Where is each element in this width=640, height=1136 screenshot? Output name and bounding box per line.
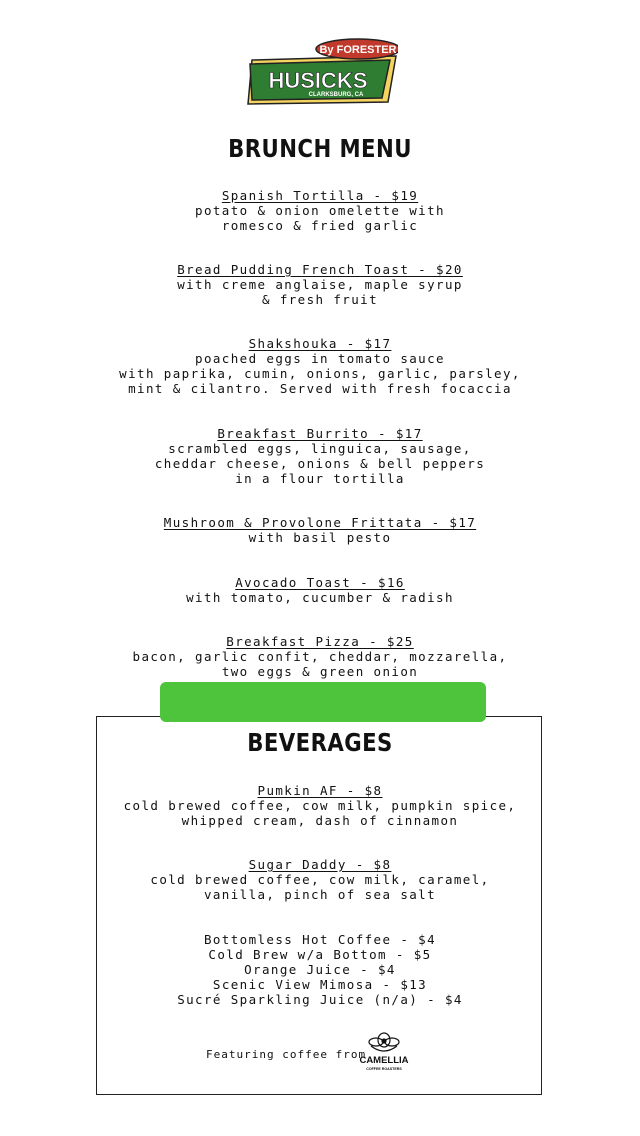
logo-location: CLARKSBURG, CA [308, 92, 364, 98]
beverage-item-title: Pumkin AF - $8 [257, 783, 383, 798]
logo-name: HUSICKS [268, 68, 368, 93]
camellia-logo [357, 1030, 411, 1072]
menu-item-desc: potato & onion omelette with [195, 203, 445, 218]
beverage-item-desc: cold brewed coffee, cow milk, caramel, [150, 872, 490, 887]
menu-item-desc: mint & cilantro. Served with fresh focaccia [128, 381, 512, 396]
beverage-item-desc: whipped cream, dash of cinnamon [181, 813, 459, 828]
menu-item-desc: & fresh fruit [261, 292, 379, 307]
menu-item-desc: with basil pesto [248, 530, 392, 545]
menu-item [0, 426, 640, 486]
list-item: Scenic View Mimosa - $13 [212, 977, 428, 992]
beverage-item [0, 857, 640, 902]
menu-item-desc: romesco & fried garlic [221, 218, 419, 233]
menu-item [0, 575, 640, 605]
camellia-flower-icon [369, 1033, 399, 1051]
logo-by-text: By FORESTER [319, 44, 397, 56]
menu-item-desc: with creme anglaise, maple syrup [177, 277, 463, 292]
beverage-item-title: Sugar Daddy - $8 [248, 857, 392, 872]
list-item: Cold Brew w/a Bottom - $5 [208, 947, 432, 962]
list-item: Sucré Sparkling Juice (n/a) - $4 [177, 992, 463, 1007]
beverage-item-desc: vanilla, pinch of sea salt [203, 887, 437, 902]
beverages-box [96, 716, 542, 1095]
menu-item-title: Bread Pudding French Toast - $20 [177, 262, 463, 277]
menu-item-desc: poached eggs in tomato sauce [195, 351, 445, 366]
husicks-logo [246, 38, 398, 108]
menu-item-desc: with paprika, cumin, onions, garlic, parsley, [119, 366, 521, 381]
menu-item-title: Shakshouka - $17 [248, 336, 392, 351]
menu-item-desc: with tomato, cucumber & radish [186, 590, 454, 605]
list-item: Orange Juice - $4 [244, 962, 396, 977]
menu-item-title: Breakfast Pizza - $25 [226, 634, 414, 649]
beverage-item-desc: cold brewed coffee, cow milk, pumpkin spice, [123, 798, 517, 813]
menu-item [0, 634, 640, 679]
camellia-sub: COFFEE ROASTERS [366, 1067, 402, 1071]
menu-item-title: Mushroom & Provolone Frittata - $17 [163, 515, 477, 530]
beverages-heading: BEVERAGES [247, 728, 393, 757]
menu-item [0, 188, 640, 233]
menu-item-desc: scrambled eggs, linguica, sausage, [168, 441, 472, 456]
camellia-name: CAMELLIA [359, 1055, 409, 1066]
menu-item-title: Spanish Tortilla - $19 [221, 188, 419, 203]
green-banner [160, 682, 486, 722]
simple-beverage-list [0, 932, 640, 1007]
menu-item-title: Avocado Toast - $16 [235, 575, 405, 590]
menu-item-desc: two eggs & green onion [221, 664, 419, 679]
featuring-text: Featuring coffee from [206, 1048, 367, 1061]
list-item: Bottomless Hot Coffee - $4 [203, 932, 437, 947]
menu-item-title: Breakfast Burrito - $17 [217, 426, 423, 441]
menu-item-desc: in a flour tortilla [235, 471, 405, 486]
menu-item [0, 515, 640, 545]
beverage-item [0, 783, 640, 828]
menu-item-desc: bacon, garlic confit, cheddar, mozzarella, [132, 649, 508, 664]
menu-item-desc: cheddar cheese, onions & bell peppers [154, 456, 486, 471]
brunch-menu-heading: BRUNCH MENU [228, 134, 412, 163]
menu-item [0, 262, 640, 307]
menu-item [0, 336, 640, 396]
